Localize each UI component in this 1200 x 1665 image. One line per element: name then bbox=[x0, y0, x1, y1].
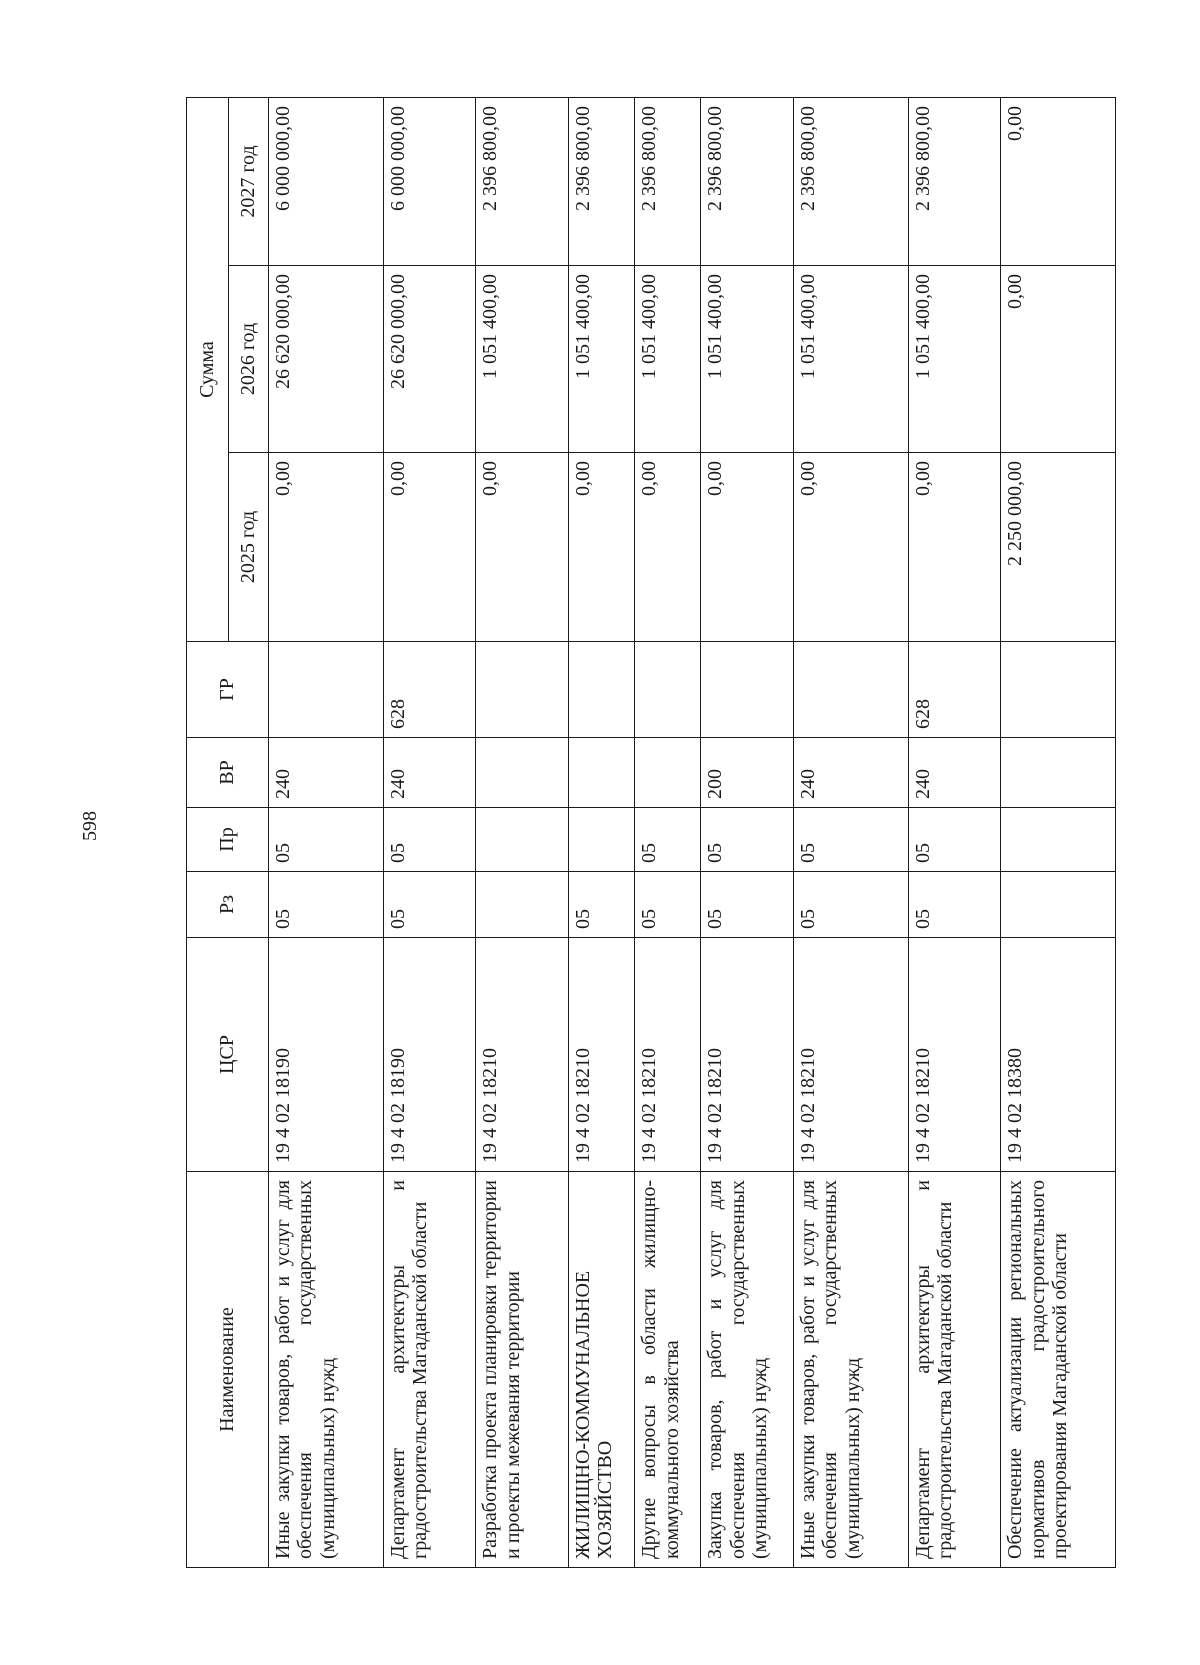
row-2026: 1 051 400,00 bbox=[568, 266, 634, 453]
row-2026: 1 051 400,00 bbox=[793, 266, 908, 453]
row-pr: 05 bbox=[269, 808, 384, 872]
row-vr: 240 bbox=[269, 738, 384, 808]
table-row bbox=[568, 98, 634, 1568]
table-row bbox=[383, 98, 476, 1568]
row-2025: 2 250 000,00 bbox=[1001, 453, 1116, 642]
row-pr: 05 bbox=[701, 808, 794, 872]
row-2025: 0,00 bbox=[476, 453, 569, 642]
row-2027: 2 396 800,00 bbox=[476, 98, 569, 266]
row-name: Разработка проекта планировки территории и проекты межевания территории bbox=[476, 1172, 569, 1568]
header-2026: 2026 год bbox=[229, 266, 269, 453]
header-rz: Рз bbox=[187, 872, 269, 938]
row-csr: 19 4 02 18210 bbox=[793, 938, 908, 1172]
row-vr bbox=[476, 738, 569, 808]
row-2027: 2 396 800,00 bbox=[568, 98, 634, 266]
header-vr: ВР bbox=[187, 738, 269, 808]
row-gr bbox=[793, 642, 908, 738]
row-gr bbox=[568, 642, 634, 738]
header-gr: ГР bbox=[187, 642, 269, 738]
header-pr: Пр bbox=[187, 808, 269, 872]
header-2025: 2025 год bbox=[229, 453, 269, 642]
row-vr: 240 bbox=[383, 738, 476, 808]
row-name: Иные закупки товаров, работ и услуг для обеспечения государственных (муниципальных) нужд bbox=[793, 1172, 908, 1568]
row-rz bbox=[1001, 872, 1116, 938]
row-csr: 19 4 02 18210 bbox=[701, 938, 794, 1172]
row-gr bbox=[269, 642, 384, 738]
row-2027: 2 396 800,00 bbox=[701, 98, 794, 266]
row-2025: 0,00 bbox=[908, 453, 1001, 642]
row-vr: 200 bbox=[701, 738, 794, 808]
row-name: Обеспечение актуализации региональных нормативов градостроительного проектирования Магаданской области bbox=[1001, 1172, 1116, 1568]
row-vr bbox=[1001, 738, 1116, 808]
row-pr bbox=[1001, 808, 1116, 872]
row-pr: 05 bbox=[908, 808, 1001, 872]
row-csr: 19 4 02 18210 bbox=[908, 938, 1001, 1172]
row-rz: 05 bbox=[701, 872, 794, 938]
row-vr bbox=[568, 738, 634, 808]
row-pr bbox=[476, 808, 569, 872]
row-pr: 05 bbox=[793, 808, 908, 872]
row-csr: 19 4 02 18190 bbox=[269, 938, 384, 1172]
header-csr: ЦСР bbox=[187, 938, 269, 1172]
row-2027: 2 396 800,00 bbox=[793, 98, 908, 266]
row-vr: 240 bbox=[793, 738, 908, 808]
row-pr bbox=[568, 808, 634, 872]
row-gr bbox=[476, 642, 569, 738]
row-csr: 19 4 02 18210 bbox=[635, 938, 701, 1172]
row-pr: 05 bbox=[635, 808, 701, 872]
row-2026: 0,00 bbox=[1001, 266, 1116, 453]
row-2026: 26 620 000,00 bbox=[269, 266, 384, 453]
row-rz: 05 bbox=[568, 872, 634, 938]
row-csr: 19 4 02 18210 bbox=[568, 938, 634, 1172]
row-name: Другие вопросы в области жилищно-коммунального хозяйства bbox=[635, 1172, 701, 1568]
row-gr bbox=[701, 642, 794, 738]
table-row bbox=[269, 98, 384, 1568]
row-csr: 19 4 02 18210 bbox=[476, 938, 569, 1172]
row-csr: 19 4 02 18380 bbox=[1001, 938, 1116, 1172]
table-row bbox=[635, 98, 701, 1568]
row-csr: 19 4 02 18190 bbox=[383, 938, 476, 1172]
row-name: Закупка товаров, работ и услуг для обеспечения государственных (муниципальных) нужд bbox=[701, 1172, 794, 1568]
row-rz: 05 bbox=[635, 872, 701, 938]
row-pr: 05 bbox=[383, 808, 476, 872]
row-gr: 628 bbox=[383, 642, 476, 738]
row-name: ЖИЛИЩНО-КОММУНАЛЬНОЕ ХОЗЯЙСТВО bbox=[568, 1172, 634, 1568]
row-rz: 05 bbox=[793, 872, 908, 938]
row-2025: 0,00 bbox=[635, 453, 701, 642]
table-row bbox=[476, 98, 569, 1568]
row-vr bbox=[635, 738, 701, 808]
row-gr bbox=[635, 642, 701, 738]
row-rz: 05 bbox=[383, 872, 476, 938]
row-2026: 1 051 400,00 bbox=[908, 266, 1001, 453]
budget-table-wrapper bbox=[186, 98, 1116, 1568]
table-row bbox=[1001, 98, 1116, 1568]
row-name: Иные закупки товаров, работ и услуг для обеспечения государственных (муниципальных) нужд bbox=[269, 1172, 384, 1568]
row-2025: 0,00 bbox=[383, 453, 476, 642]
table-row bbox=[793, 98, 908, 1568]
table-row bbox=[908, 98, 1001, 1568]
row-2027: 6 000 000,00 bbox=[383, 98, 476, 266]
row-2026: 26 620 000,00 bbox=[383, 266, 476, 453]
budget-table bbox=[186, 97, 1116, 1568]
header-2027: 2027 год bbox=[229, 98, 269, 266]
row-vr: 240 bbox=[908, 738, 1001, 808]
row-gr bbox=[1001, 642, 1116, 738]
row-2027: 2 396 800,00 bbox=[635, 98, 701, 266]
row-rz bbox=[476, 872, 569, 938]
row-rz: 05 bbox=[908, 872, 1001, 938]
table-row bbox=[701, 98, 794, 1568]
row-2026: 1 051 400,00 bbox=[476, 266, 569, 453]
row-2025: 0,00 bbox=[269, 453, 384, 642]
row-2026: 1 051 400,00 bbox=[701, 266, 794, 453]
row-gr: 628 bbox=[908, 642, 1001, 738]
header-sum: Сумма bbox=[187, 98, 229, 642]
row-rz: 05 bbox=[269, 872, 384, 938]
row-2027: 0,00 bbox=[1001, 98, 1116, 266]
header-name: Наименование bbox=[187, 1172, 269, 1568]
row-2025: 0,00 bbox=[793, 453, 908, 642]
row-2027: 2 396 800,00 bbox=[908, 98, 1001, 266]
row-2027: 6 000 000,00 bbox=[269, 98, 384, 266]
row-2026: 1 051 400,00 bbox=[635, 266, 701, 453]
row-2025: 0,00 bbox=[701, 453, 794, 642]
row-2025: 0,00 bbox=[568, 453, 634, 642]
page-number: 598 bbox=[79, 811, 101, 841]
row-name: Департамент архитектуры и градостроительства Магаданской области bbox=[383, 1172, 476, 1568]
row-name: Департамент архитектуры и градостроительства Магаданской области bbox=[908, 1172, 1001, 1568]
